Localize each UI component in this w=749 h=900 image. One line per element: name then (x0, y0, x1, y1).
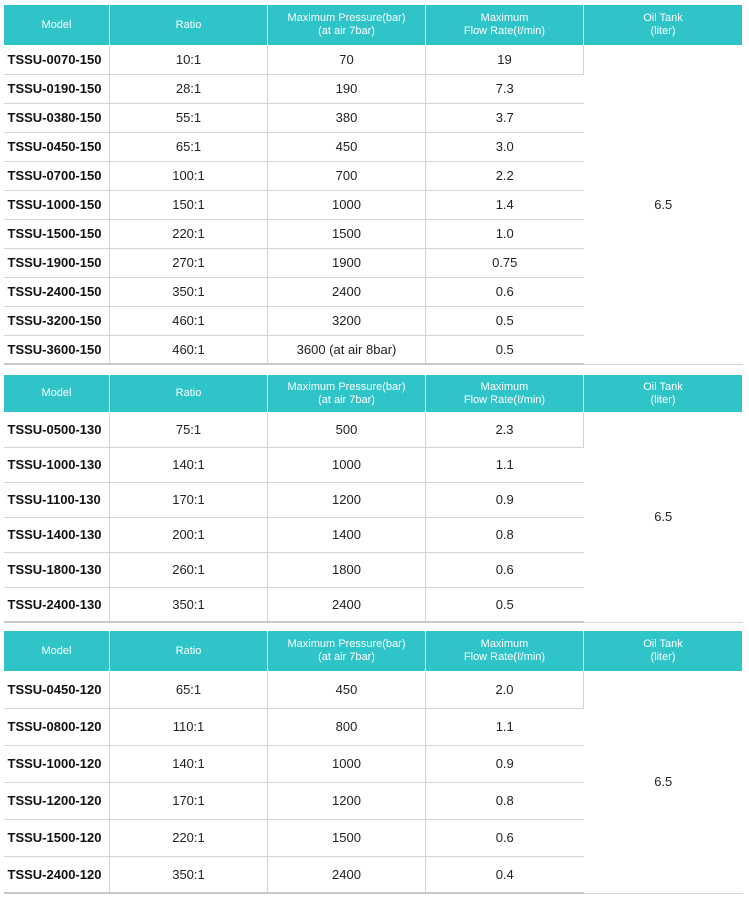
cell-ratio: 28:1 (110, 74, 268, 103)
header-flow-line2: Flow Rate(ℓ/min) (463, 651, 546, 663)
cell-ratio: 200:1 (110, 517, 268, 552)
cell-pressure: 1400 (268, 517, 426, 552)
header-tank (584, 5, 743, 45)
cell-flow: 0.4 (426, 856, 584, 893)
cell-model: TSSU-1000-150 (4, 190, 110, 219)
cell-pressure: 1000 (268, 447, 426, 482)
header-pressure (268, 5, 426, 45)
cell-model: TSSU-3600-150 (4, 335, 110, 364)
header-flow (426, 631, 584, 671)
cell-flow: 0.6 (426, 552, 584, 587)
cell-pressure: 1000 (268, 190, 426, 219)
cell-oil-tank: 6.5 (584, 412, 743, 622)
header-ratio: Ratio (110, 631, 268, 671)
header-flow (426, 5, 584, 45)
cell-ratio: 75:1 (110, 412, 268, 447)
cell-pressure: 1800 (268, 552, 426, 587)
header-tank-line2: (liter) (650, 25, 676, 37)
header-pressure-line2: (at air 7bar) (318, 25, 375, 37)
header-tank (584, 375, 743, 412)
cell-ratio: 170:1 (110, 782, 268, 819)
cell-pressure: 2400 (268, 587, 426, 622)
cell-model: TSSU-1000-120 (4, 745, 110, 782)
cell-ratio: 65:1 (110, 671, 268, 708)
table-row (4, 45, 743, 74)
cell-flow: 0.5 (426, 306, 584, 335)
cell-pressure: 2400 (268, 856, 426, 893)
cell-pressure: 1000 (268, 745, 426, 782)
cell-model: TSSU-1200-120 (4, 782, 110, 819)
cell-oil-tank: 6.5 (584, 671, 743, 893)
header-flow-line2: Flow Rate(ℓ/min) (463, 25, 546, 37)
cell-ratio: 110:1 (110, 708, 268, 745)
cell-model: TSSU-1900-150 (4, 248, 110, 277)
header-flow-line1: Maximum (480, 380, 529, 393)
table-header-row (4, 5, 743, 45)
cell-oil-tank: 6.5 (584, 45, 743, 364)
header-tank-line1: Oil Tank (643, 380, 683, 393)
cell-flow: 1.1 (426, 447, 584, 482)
cell-model: TSSU-0070-150 (4, 45, 110, 74)
cell-flow: 0.9 (426, 745, 584, 782)
cell-ratio: 140:1 (110, 447, 268, 482)
cell-flow: 0.5 (426, 587, 584, 622)
header-pressure-line1: Maximum Pressure(bar) (287, 380, 406, 393)
cell-model: TSSU-1000-130 (4, 447, 110, 482)
header-tank-line2: (liter) (650, 393, 676, 406)
cell-flow: 0.8 (426, 782, 584, 819)
cell-pressure: 1500 (268, 219, 426, 248)
cell-model: TSSU-0450-150 (4, 132, 110, 161)
cell-ratio: 350:1 (110, 587, 268, 622)
table-row (4, 412, 743, 447)
header-flow-line2: Flow Rate(ℓ/min) (463, 393, 546, 406)
cell-ratio: 170:1 (110, 482, 268, 517)
cell-flow: 1.1 (426, 708, 584, 745)
cell-flow: 0.6 (426, 819, 584, 856)
cell-model: TSSU-2400-150 (4, 277, 110, 306)
cell-flow: 3.0 (426, 132, 584, 161)
header-pressure-line1: Maximum Pressure(bar) (287, 638, 406, 650)
cell-flow: 0.5 (426, 335, 584, 364)
cell-flow: 3.7 (426, 103, 584, 132)
cell-ratio: 100:1 (110, 161, 268, 190)
cell-flow: 19 (426, 45, 584, 74)
spec-table-130 (3, 375, 743, 623)
cell-flow: 0.9 (426, 482, 584, 517)
cell-model: TSSU-0190-150 (4, 74, 110, 103)
cell-flow: 2.0 (426, 671, 584, 708)
header-ratio: Ratio (110, 5, 268, 45)
cell-flow: 0.8 (426, 517, 584, 552)
cell-pressure: 70 (268, 45, 426, 74)
cell-ratio: 55:1 (110, 103, 268, 132)
spec-table-150 (3, 5, 743, 365)
cell-ratio: 65:1 (110, 132, 268, 161)
table-row (4, 671, 743, 708)
cell-flow: 0.75 (426, 248, 584, 277)
cell-pressure: 380 (268, 103, 426, 132)
table-body (4, 671, 743, 893)
cell-flow: 1.0 (426, 219, 584, 248)
cell-pressure: 800 (268, 708, 426, 745)
header-flow (426, 375, 584, 412)
cell-model: TSSU-1400-130 (4, 517, 110, 552)
cell-model: TSSU-0450-120 (4, 671, 110, 708)
header-tank-line2: (liter) (650, 651, 676, 663)
cell-pressure: 190 (268, 74, 426, 103)
cell-pressure: 3200 (268, 306, 426, 335)
cell-flow: 2.2 (426, 161, 584, 190)
cell-flow: 2.3 (426, 412, 584, 447)
header-model: Model (4, 631, 110, 671)
header-pressure-line2: (at air 7bar) (318, 651, 375, 663)
cell-model: TSSU-0700-150 (4, 161, 110, 190)
cell-ratio: 150:1 (110, 190, 268, 219)
table-header-row (4, 375, 743, 412)
cell-pressure: 3600 (at air 8bar) (268, 335, 426, 364)
cell-pressure: 1200 (268, 482, 426, 517)
cell-ratio: 460:1 (110, 335, 268, 364)
cell-pressure: 450 (268, 671, 426, 708)
cell-flow: 0.6 (426, 277, 584, 306)
header-flow-line1: Maximum (480, 12, 529, 24)
table-body (4, 45, 743, 364)
table-body (4, 412, 743, 622)
cell-ratio: 260:1 (110, 552, 268, 587)
cell-model: TSSU-0380-150 (4, 103, 110, 132)
cell-flow: 7.3 (426, 74, 584, 103)
cell-ratio: 220:1 (110, 819, 268, 856)
cell-ratio: 10:1 (110, 45, 268, 74)
cell-flow: 1.4 (426, 190, 584, 219)
cell-model: TSSU-2400-120 (4, 856, 110, 893)
header-model: Model (4, 5, 110, 45)
header-pressure (268, 375, 426, 412)
cell-model: TSSU-1100-130 (4, 482, 110, 517)
cell-model: TSSU-2400-130 (4, 587, 110, 622)
cell-model: TSSU-1800-130 (4, 552, 110, 587)
cell-ratio: 350:1 (110, 277, 268, 306)
cell-ratio: 460:1 (110, 306, 268, 335)
cell-pressure: 1200 (268, 782, 426, 819)
cell-pressure: 1900 (268, 248, 426, 277)
header-pressure-line1: Maximum Pressure(bar) (287, 12, 406, 24)
spec-table-120 (3, 631, 743, 894)
cell-ratio: 220:1 (110, 219, 268, 248)
header-pressure-line2: (at air 7bar) (318, 393, 375, 406)
header-model: Model (4, 375, 110, 412)
cell-model: TSSU-0500-130 (4, 412, 110, 447)
cell-model: TSSU-1500-150 (4, 219, 110, 248)
cell-ratio: 350:1 (110, 856, 268, 893)
header-tank (584, 631, 743, 671)
cell-pressure: 1500 (268, 819, 426, 856)
header-flow-line1: Maximum (480, 638, 529, 650)
cell-model: TSSU-3200-150 (4, 306, 110, 335)
cell-model: TSSU-1500-120 (4, 819, 110, 856)
cell-pressure: 700 (268, 161, 426, 190)
cell-pressure: 2400 (268, 277, 426, 306)
header-ratio: Ratio (110, 375, 268, 412)
header-tank-line1: Oil Tank (643, 12, 683, 24)
header-pressure (268, 631, 426, 671)
cell-pressure: 450 (268, 132, 426, 161)
header-tank-line1: Oil Tank (643, 638, 683, 650)
table-header-row (4, 631, 743, 671)
cell-model: TSSU-0800-120 (4, 708, 110, 745)
cell-pressure: 500 (268, 412, 426, 447)
cell-ratio: 270:1 (110, 248, 268, 277)
cell-ratio: 140:1 (110, 745, 268, 782)
